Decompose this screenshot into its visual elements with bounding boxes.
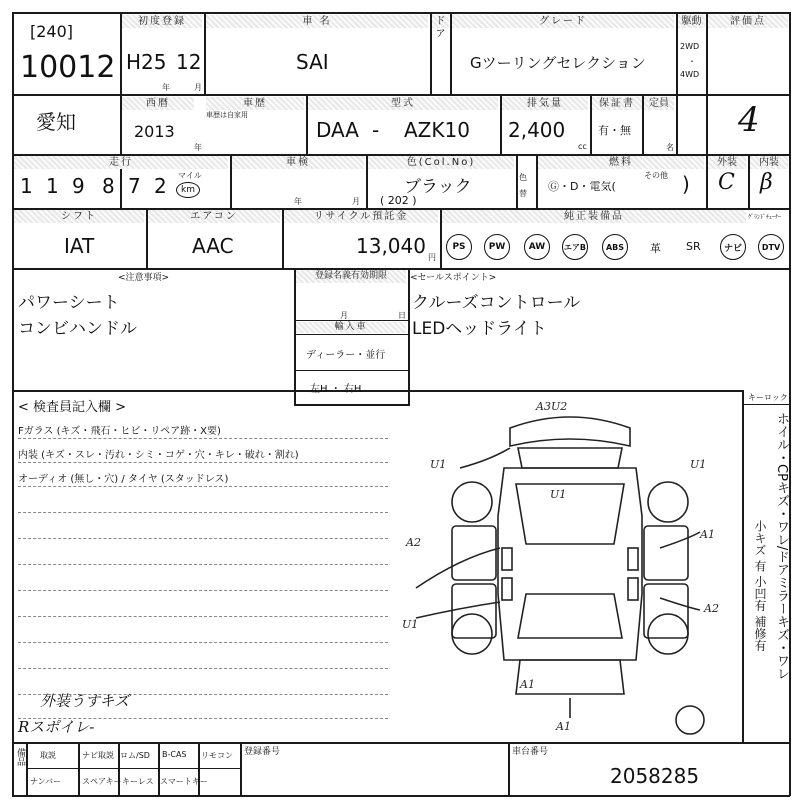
bottom-item-7: スペアキー [82, 777, 122, 786]
capacity-header: 定員 [644, 97, 674, 110]
warranty-header: 保証書 [592, 97, 642, 110]
notes-header: <注意事項> [118, 273, 170, 283]
mark-right-lower: A2 [704, 602, 719, 615]
color-header: 色(Col.No) [368, 156, 514, 169]
bottom-item-8: キーレス [122, 777, 154, 786]
ac-header: エアコン [148, 210, 280, 223]
inspector-line-2: 内装 (キズ・スレ・汚れ・シミ・コゲ・穴・キレ・破れ・割れ) [18, 450, 299, 461]
sales-point-2: LEDヘッドライト [412, 319, 547, 339]
door-header: ドア [432, 15, 449, 28]
bottom-item-4: B-CAS [162, 750, 187, 759]
inspector-header: < 検査員記入欄 > [18, 400, 127, 415]
color-value: ブラック [404, 177, 472, 197]
int-score: β [760, 170, 773, 195]
mark-top: A3U2 [536, 400, 568, 413]
shift-header: シフト [14, 210, 144, 223]
shift-value: IAT [64, 234, 95, 258]
recycle-unit: 円 [428, 253, 436, 262]
equip-abs: ABS [602, 234, 628, 260]
ext-score: C [718, 170, 735, 195]
reg-expiry-header: 登録名義有効期限 [296, 270, 406, 283]
bottom-item-9: スマートキー [160, 777, 208, 786]
fuel-close: ) [682, 172, 690, 196]
equip-sr: SR [686, 240, 701, 253]
warranty: 有・無 [598, 124, 631, 137]
vehicle-grade: Gツーリングセレクション [470, 54, 646, 72]
mark-left-front: U1 [430, 458, 447, 471]
shaken-note: 車歴は自家用 [206, 111, 248, 119]
recycle-value: 13,040 [356, 234, 426, 258]
mileage-d6: 2 [154, 174, 167, 198]
color-change: 色替 [519, 173, 527, 198]
first-reg-era: H25 [126, 50, 167, 74]
bottom-item-5: リモコン [201, 751, 233, 760]
hand-note-2: Rスポイレ- [18, 718, 95, 736]
mark-left-mid: A2 [406, 536, 421, 549]
inspect-year: 年 [294, 197, 302, 206]
mileage-d4: 8 [102, 174, 115, 198]
score-value: 4 [738, 100, 760, 140]
bottom-side-label: 備品 [15, 748, 25, 766]
side-vertical-2: 小キズ 有 小凹有 補修有 [753, 520, 767, 652]
mileage-unit: km [176, 182, 200, 198]
region: 愛知 [36, 110, 76, 134]
mark-right-mid: A1 [700, 528, 715, 541]
drive-4wd: 4WD [680, 70, 700, 79]
mark-center: U1 [550, 488, 567, 501]
mark-rear-2: A1 [520, 678, 535, 691]
first-reg-month: 12 [176, 50, 202, 74]
inspect-header: 車検 [232, 156, 364, 169]
sales-point-1: クルーズコントロール [412, 293, 581, 313]
grade-header: グレード [452, 15, 674, 28]
model-prefix: DAA [316, 118, 359, 142]
capacity-unit: 名 [666, 143, 674, 152]
car-damage-diagram [400, 398, 740, 738]
equip-airbag: エアB [562, 234, 588, 260]
color-code: ( 202 ) [380, 194, 417, 207]
equip-ps: PS [446, 234, 472, 260]
equip-header: 純正装備品 [442, 210, 746, 223]
note-1: パワーシート [18, 293, 120, 313]
first-reg-header: 初度登録 [122, 15, 202, 28]
mark-left-lower: U1 [402, 618, 419, 631]
year-unit: 年 [162, 83, 170, 92]
shaken-header: 車歴 [206, 97, 304, 110]
drive-dot: ・ [688, 57, 696, 66]
import-label: 輸入車 [296, 322, 406, 333]
equip-navi: ナビ [720, 234, 746, 260]
equip-pw: PW [484, 234, 510, 260]
fuel-header: 燃料 [538, 156, 704, 169]
sales-header: <セールスポイント> [410, 273, 497, 283]
equip-aw: AW [524, 234, 550, 260]
handle-lr: 左H ・ 右H [310, 384, 362, 395]
month-unit: 月 [194, 83, 202, 92]
cc-unit: cc [578, 142, 587, 151]
mileage-unit-top: マイル [178, 171, 202, 180]
inspect-month: 月 [352, 197, 360, 206]
fuel-other: その他 [644, 171, 668, 180]
equip-leather: 革 [650, 242, 661, 255]
mileage-d5: 7 [128, 174, 141, 198]
mark-right-front: U1 [690, 458, 707, 471]
mileage-header: 走行 [14, 156, 228, 169]
model-dash: - [372, 118, 380, 142]
name-header: 車 名 [206, 15, 428, 28]
drive-header: 駆動 [678, 15, 705, 28]
year-unit-2: 年 [194, 143, 202, 152]
ext-header: 外装 [708, 156, 746, 169]
mileage-d2: 1 [46, 174, 59, 198]
reg-month: 月 [340, 311, 348, 320]
inspector-line-1: Fガラス (キズ・飛石・ヒビ・リペア跡・X要) [18, 426, 221, 437]
year-header: 西暦 [122, 97, 194, 110]
recycle-header: リサイクル預託金 [284, 210, 438, 223]
note-2: コンビハンドル [18, 319, 137, 339]
inspector-line-3: オーディオ (無し・穴) / タイヤ (スタッドレス) [18, 474, 229, 485]
score-header: 評価点 [708, 15, 788, 28]
chassis-number: 2058285 [610, 764, 700, 788]
side-vertical-1: ホイル・CPキズ・ワレ/ドアミラーキズ・ワレ [774, 412, 789, 681]
model-code: AZK10 [404, 118, 470, 142]
drive-2wd: 2WD [680, 42, 700, 51]
equip-dtv: DTV [758, 234, 784, 260]
int-header: 内装 [750, 156, 788, 169]
bottom-item-3: ロム/SD [120, 751, 150, 760]
mark-rear: A1 [556, 720, 571, 733]
bottom-item-1: 取説 [40, 751, 56, 760]
mileage-d1: 1 [20, 174, 33, 198]
key-lock-label: キーロック [748, 393, 788, 402]
equip-extra: ｸﾞﾗﾝﾄﾞﾁｭｰﾅｰ [748, 214, 782, 221]
reg-number-label: 登録番号 [244, 747, 281, 757]
chassis-label: 車台番号 [512, 747, 549, 757]
ac-value: AAC [192, 234, 234, 258]
fuel-value: Ⓖ・D・電気( [548, 180, 616, 193]
displacement: 2,400 [508, 118, 566, 142]
lot-prefix: [240] [30, 22, 74, 41]
bottom-item-6: ナンバー [30, 777, 62, 786]
reg-day: 日 [398, 311, 406, 320]
lot-number: 10012 [20, 50, 116, 85]
hand-note-1: 外装うすキズ [40, 692, 130, 710]
dealer-label: ディーラー・並行 [306, 350, 386, 361]
mileage-d3: 9 [72, 174, 85, 198]
model-header: 型式 [308, 97, 498, 110]
vehicle-name: SAI [296, 50, 329, 74]
displacement-header: 排気量 [502, 97, 588, 110]
year-value: 2013 [134, 122, 175, 141]
bottom-item-2: ナビ取説 [82, 751, 114, 760]
